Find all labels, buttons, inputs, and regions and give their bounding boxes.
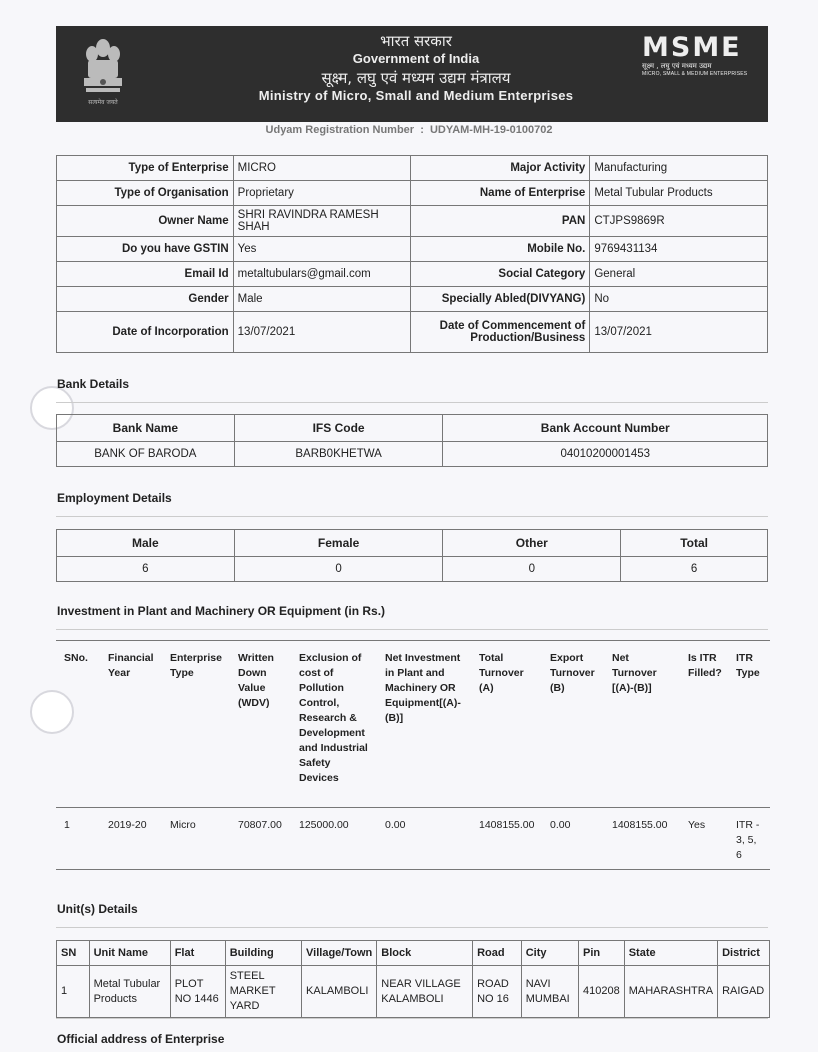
info-value: metaltubulars@gmail.com [233,262,410,287]
bank-name: BANK OF BARODA [57,442,235,467]
info-label: Do you have GSTIN [57,237,234,262]
govt-hindi: भारत सरकार [380,32,452,50]
info-label: Name of Enterprise [410,181,590,206]
investment-table [56,640,770,870]
info-value: Manufacturing [590,156,768,181]
udyam-label: Udyam Registration Number [265,124,415,136]
emp-total: 6 [621,557,768,582]
info-label: Date of Incorporation [57,312,234,353]
investment-cell: 1408155.00 [471,808,542,870]
info-label: Major Activity [410,156,590,181]
unit-cell: KALAMBOLI [302,966,377,1018]
unit-cell: RAIGAD [718,966,770,1018]
unit-header-cell: Pin [579,941,625,966]
info-value: General [590,262,768,287]
unit-cell: NEAR VILLAGE KALAMBOLI [377,966,473,1018]
investment-header-cell: ITR Type [728,641,770,808]
bank-divider [56,402,768,403]
msme-logo-sub: MICRO, SMALL & MEDIUM ENTERPRISES [642,71,748,77]
investment-header-cell: Written Down Value (WDV) [230,641,291,808]
bank-header-name: Bank Name [57,415,235,442]
emp-header-male: Male [57,530,235,557]
info-row [57,237,768,262]
investment-header-cell: Total Turnover (A) [471,641,542,808]
info-label: Owner Name [57,206,234,237]
info-label: Type of Organisation [57,181,234,206]
unit-header-cell: District [718,941,770,966]
bank-details-table [56,414,768,467]
info-value: SHRI RAVINDRA RAMESH SHAH [233,206,410,237]
investment-cell: 1 [56,808,100,870]
unit-cell: MAHARASHTRA [624,966,717,1018]
investment-header-cell: Net Investment in Plant and Machinery OR Equipment[(A)-(B)] [377,641,471,808]
bank-details-title: Bank Details [57,377,130,391]
info-label: Mobile No. [410,237,590,262]
emp-header-female: Female [234,530,443,557]
ministry-english: Ministry of Micro, Small and Medium Enterprises [258,87,574,103]
units-divider [56,927,768,928]
official-divider [56,1018,768,1019]
info-value: 13/07/2021 [590,312,768,353]
info-row [57,181,768,206]
info-value: 13/07/2021 [233,312,410,353]
info-value: No [590,287,768,312]
bank-ifsc: BARB0KHETWA [234,442,443,467]
info-label: Type of Enterprise [57,156,234,181]
info-row [57,262,768,287]
unit-cell: NAVI MUMBAI [521,966,578,1018]
header-banner [56,26,768,122]
unit-cell: 410208 [579,966,625,1018]
investment-cell: Micro [162,808,230,870]
units-title: Unit(s) Details [57,902,138,916]
emp-other: 0 [443,557,621,582]
udyam-registration [0,124,818,136]
bank-account: 04010200001453 [443,442,768,467]
employment-table [56,529,768,582]
investment-divider [56,629,768,630]
investment-header-cell: SNo. [56,641,100,808]
info-value: Male [233,287,410,312]
unit-details-table [56,940,770,1018]
bank-header-account: Bank Account Number [443,415,768,442]
investment-cell: 0.00 [377,808,471,870]
investment-header-cell: Is ITR Filled? [680,641,728,808]
investment-header-cell: Financial Year [100,641,162,808]
govt-english: Government of India [352,50,480,66]
national-emblem-icon [78,34,128,112]
info-label: Email Id [57,262,234,287]
unit-header-cell: SN [57,941,90,966]
official-address-title: Official address of Enterprise [57,1032,225,1046]
msme-logo-hindi: सूक्ष्म , लघु एवं मध्यम उद्यम [642,62,712,70]
investment-header-cell: Enterprise Type [162,641,230,808]
udyam-separator: : [420,124,424,136]
investment-header-cell: Export Turnover (B) [542,641,604,808]
info-value: Yes [233,237,410,262]
unit-header-cell: Flat [170,941,225,966]
unit-header-cell: Village/Town [302,941,377,966]
investment-cell: 0.00 [542,808,604,870]
unit-cell: ROAD NO 16 [473,966,522,1018]
info-row [57,156,768,181]
msme-logo-word: MSME [642,32,742,63]
udyam-number: UDYAM-MH-19-0100702 [429,124,553,136]
info-label: PAN [410,206,590,237]
info-label: Gender [57,287,234,312]
ministry-hindi: सूक्ष्म, लघु एवं मध्यम उद्यम मंत्रालय [321,69,511,87]
unit-cell: 1 [57,966,90,1018]
info-row [57,287,768,312]
info-value: MICRO [233,156,410,181]
msme-logo [642,34,752,78]
unit-header-cell: City [521,941,578,966]
info-row [57,312,768,353]
bank-header-ifsc: IFS Code [234,415,443,442]
employment-details-title: Employment Details [57,491,172,505]
info-label: Social Category [410,262,590,287]
investment-cell: 2019-20 [100,808,162,870]
info-label: Date of Commencement of Production/Business [410,312,590,353]
unit-header-cell: Road [473,941,522,966]
info-value: CTJPS9869R [590,206,768,237]
info-value: Metal Tubular Products [590,181,768,206]
investment-title: Investment in Plant and Machinery OR Equipment (in Rs.) [57,604,386,618]
emp-male: 6 [57,557,235,582]
emp-header-total: Total [621,530,768,557]
unit-cell: STEEL MARKET YARD [225,966,301,1018]
enterprise-info-table [56,155,768,353]
investment-cell: Yes [680,808,728,870]
unit-header-cell: Block [377,941,473,966]
unit-cell: PLOT NO 1446 [170,966,225,1018]
investment-header-cell: Exclusion of cost of Pollution Control, Research & Development and Industrial Safety Devices [291,641,377,808]
info-row [57,206,768,237]
info-label: Specially Abled(DIVYANG) [410,287,590,312]
investment-cell: 70807.00 [230,808,291,870]
employment-divider [56,516,768,517]
banner-titles [186,32,646,104]
investment-cell: 125000.00 [291,808,377,870]
investment-header-cell: Net Turnover [(A)-(B)] [604,641,680,808]
emblem-caption: सत्यमेव जयते [88,99,118,106]
investment-cell: 1408155.00 [604,808,680,870]
emp-header-other: Other [443,530,621,557]
emp-female: 0 [234,557,443,582]
unit-header-cell: Building [225,941,301,966]
investment-cell: ITR - 3, 5, 6 [728,808,770,870]
info-value: Proprietary [233,181,410,206]
unit-header-cell: Unit Name [89,941,170,966]
unit-header-cell: State [624,941,717,966]
unit-cell: Metal Tubular Products [89,966,170,1018]
info-value: 9769431134 [590,237,768,262]
